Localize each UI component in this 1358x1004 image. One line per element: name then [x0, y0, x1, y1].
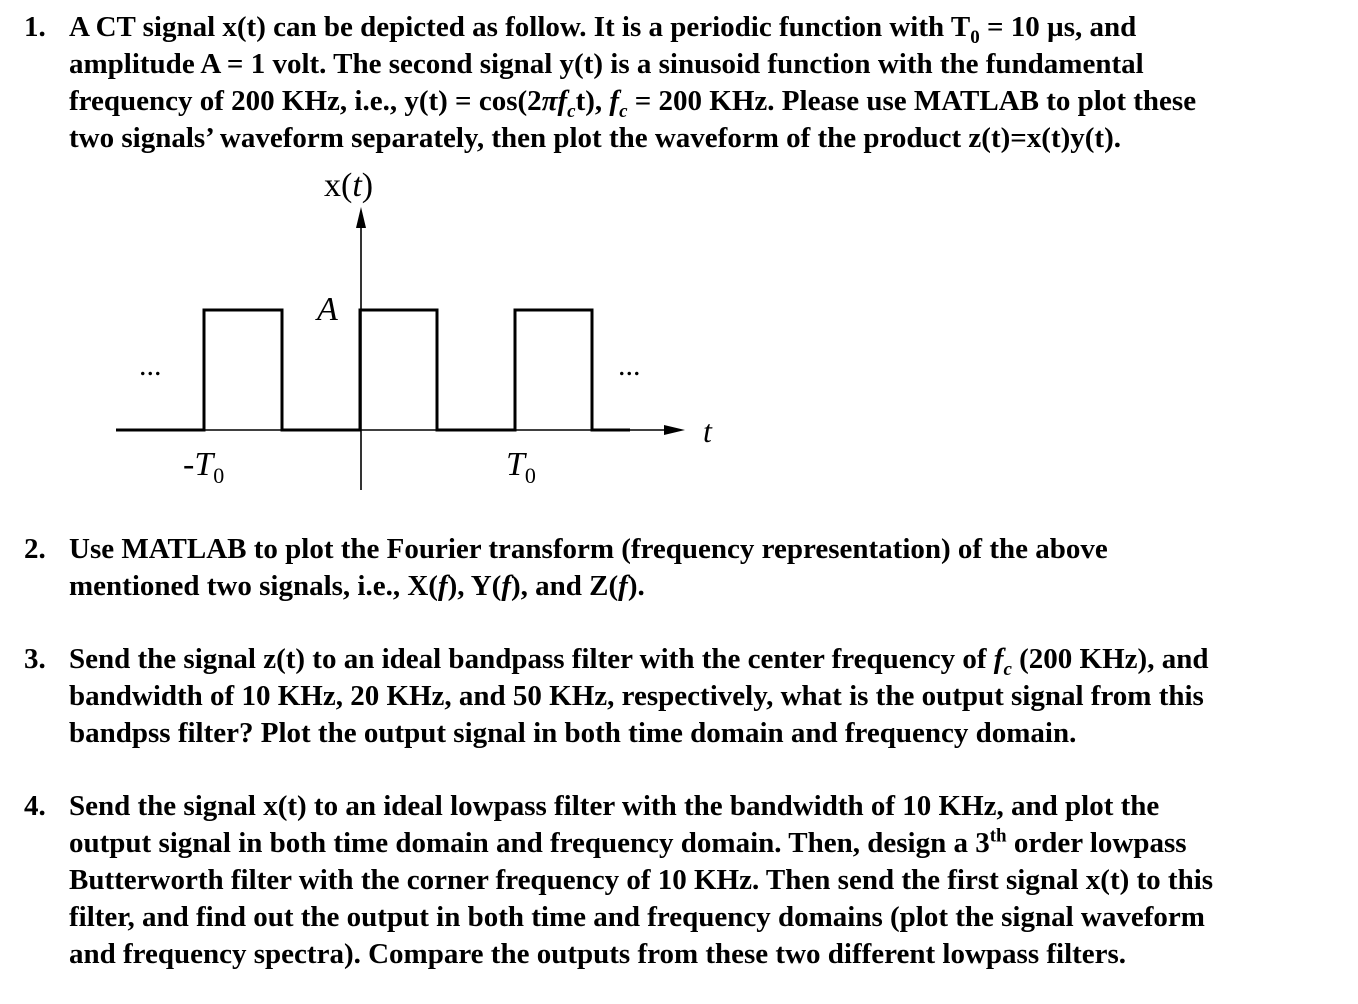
pulse-train-figure	[110, 160, 730, 500]
text-line: A CT signal x(t) can be depicted as follow. It is a periodic function with $T_0 = 10$ µs, and	[69, 11, 1137, 48]
text-line: Butterworth filter with the corner frequency of 10 KHz. Then send the first signal x(t) to this	[69, 864, 1214, 896]
problem-text	[69, 788, 1349, 973]
text-line: mentioned two signals, i.e., X(f), Y(f), and Z(f).	[69, 570, 645, 602]
problem-text	[69, 641, 1349, 752]
pulse-waveform	[116, 310, 630, 430]
text-line: filter, and find out the output in both time and frequency domains (plot the signal waveform	[69, 901, 1205, 933]
text-line: Send the signal z(t) to an ideal bandpass filter with the center frequency of $f_c$ (200 KHz), and	[69, 643, 1209, 680]
problem-number: 4.	[24, 790, 46, 822]
problem-number: 1.	[24, 11, 46, 43]
right-ellipsis: ...	[618, 349, 641, 382]
y-axis-label: x(t)	[324, 167, 374, 204]
text-line: output signal in both time domain and frequency domain. Then, design a 3th order lowpass	[69, 825, 1187, 859]
amplitude-label: A	[317, 291, 338, 328]
text-line: two signals’ waveform separately, then plot the waveform of the product z(t)=x(t)y(t).	[69, 122, 1121, 154]
period-label: $T_0$	[506, 446, 536, 488]
y-axis-arrow	[356, 207, 366, 228]
left-ellipsis: ...	[139, 349, 162, 382]
problem-text	[69, 531, 1349, 605]
text-line: bandwidth of 10 KHz, 20 KHz, and 50 KHz, respectively, what is the output signal from this	[69, 680, 1204, 712]
x-axis-arrow	[664, 425, 685, 435]
neg-period-label: $-T_0$	[183, 446, 225, 488]
problem-number: 2.	[24, 533, 46, 565]
text-line: frequency of 200 KHz, i.e., $y(t) = \cos(2\pi f_ct)$, $f_c = 200$ KHz. Please use MATLAB to plot these	[69, 85, 1197, 122]
text-line: bandpss filter? Plot the output signal in both time domain and frequency domain.	[69, 717, 1077, 749]
text-line: amplitude A = 1 volt. The second signal y(t) is a sinusoid function with the fundamental	[69, 48, 1144, 80]
problem-text	[69, 9, 1349, 157]
t-axis-label: t	[703, 413, 712, 449]
text-line: and frequency spectra). Compare the outputs from these two different lowpass filters.	[69, 938, 1127, 970]
text-line: Send the signal x(t) to an ideal lowpass filter with the bandwidth of 10 KHz, and plot the	[69, 790, 1160, 822]
text-line: Use MATLAB to plot the Fourier transform (frequency representation) of the above	[69, 533, 1108, 565]
problem-number: 3.	[24, 643, 46, 675]
